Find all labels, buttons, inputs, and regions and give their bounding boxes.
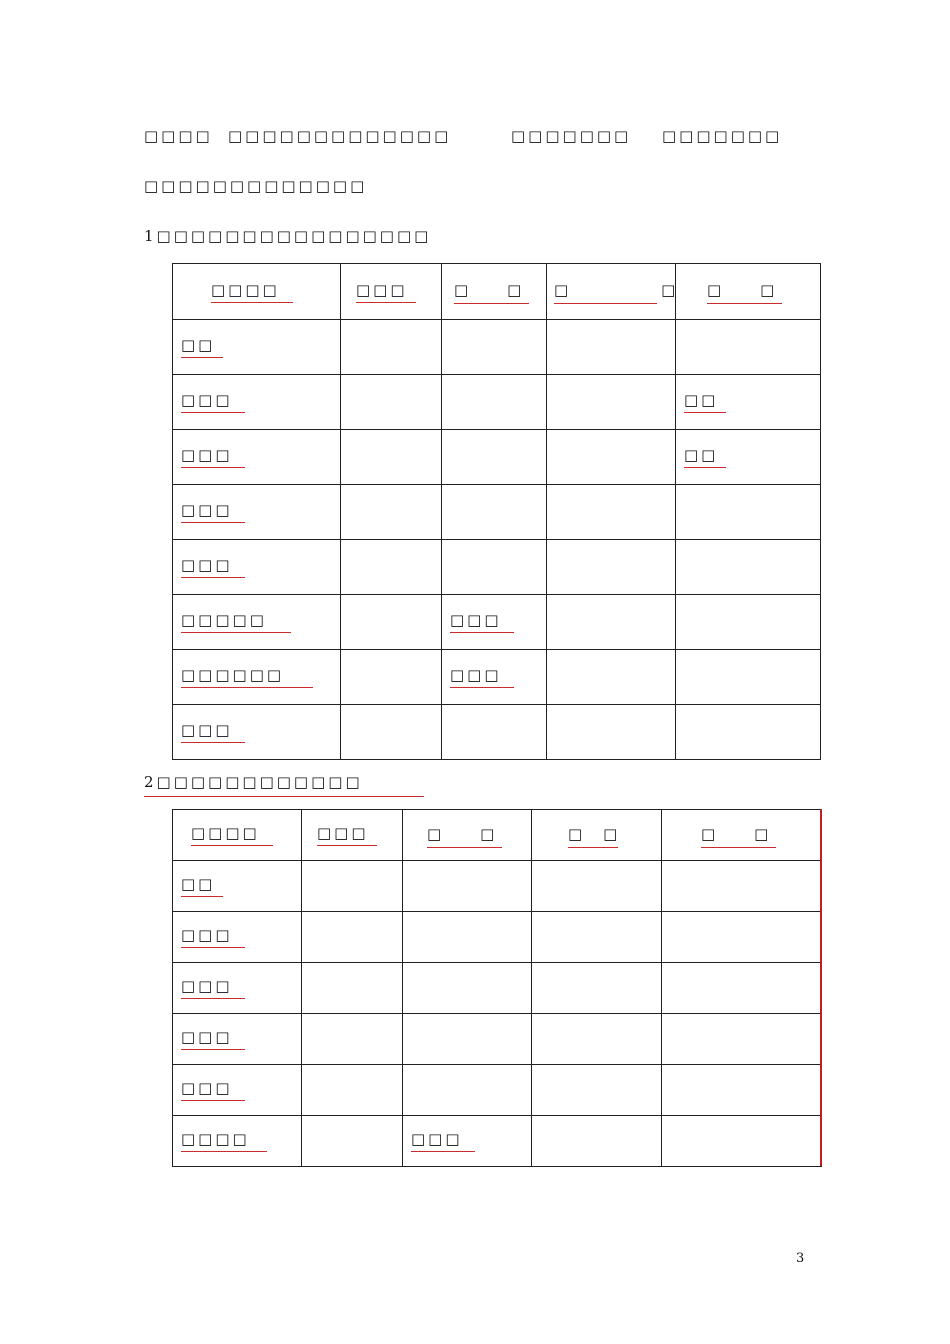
header-cell: □□□□: [191, 824, 273, 846]
header-cell: □ □: [701, 823, 776, 848]
header-text-3: □□□□□□□: [511, 127, 632, 145]
table-row: [173, 650, 821, 705]
row-label: □□: [181, 875, 223, 897]
page-number: 3: [796, 1251, 805, 1266]
header-cell: □ □: [454, 279, 529, 304]
table-header-row: [173, 810, 822, 861]
header-cell: □ □: [427, 823, 502, 848]
header-text-1: □□□□: [144, 127, 213, 145]
table-row: [173, 375, 821, 430]
table-row: [173, 912, 822, 963]
header-cell: □ □: [554, 279, 657, 304]
header-cell: □□□□: [211, 281, 293, 303]
row-label: □□□: [181, 977, 245, 999]
table-row: [173, 540, 821, 595]
section2-table: [172, 809, 822, 1167]
header-text-2: □□□□□□□□□□□□□: [228, 127, 452, 145]
row-label: □□□: [181, 1079, 245, 1101]
section2-title: 2□□□□□□□□□□□□: [144, 773, 363, 791]
row-label: □□□: [181, 721, 245, 743]
table-row: [173, 963, 822, 1014]
row-label: □□: [181, 336, 223, 358]
row-label: □□□□: [181, 1130, 267, 1152]
table-header-row: [173, 264, 821, 320]
table-row: [173, 320, 821, 375]
table-row: [173, 861, 822, 912]
header-cell: □□□: [317, 824, 377, 846]
row-label: □□□: [181, 501, 245, 523]
table-row: [173, 430, 821, 485]
cell-value: □□□: [411, 1130, 475, 1152]
table-row: [173, 485, 821, 540]
subtitle: □□□□□□□□□□□□□: [144, 177, 368, 195]
table-row: [173, 1014, 822, 1065]
section1-title: 1□□□□□□□□□□□□□□□□: [144, 227, 432, 245]
table-row: [173, 1065, 822, 1116]
row-label: □□□: [181, 556, 245, 578]
row-label: □□□: [181, 446, 245, 468]
section1-table: [172, 263, 821, 760]
cell-value: □□□: [450, 611, 514, 633]
row-label: □□□□□□: [181, 666, 313, 688]
row-label: □□□□□: [181, 611, 291, 633]
table-right-edge-mark: [820, 809, 822, 1166]
header-text-4: □□□□□□□: [662, 127, 783, 145]
table-row: [173, 1116, 822, 1167]
header-cell: □ □: [568, 823, 618, 848]
table-row: [173, 705, 821, 760]
section2-title-underline: [144, 796, 424, 797]
row-label: □□□: [181, 1028, 245, 1050]
row-label: □□□: [181, 926, 245, 948]
header-cell: □□□: [356, 281, 416, 303]
cell-value: □□: [684, 446, 726, 468]
cell-value: □□□: [450, 666, 514, 688]
row-label: □□□: [181, 391, 245, 413]
table-row: [173, 595, 821, 650]
header-cell: □ □: [707, 279, 782, 304]
cell-value: □□: [684, 391, 726, 413]
